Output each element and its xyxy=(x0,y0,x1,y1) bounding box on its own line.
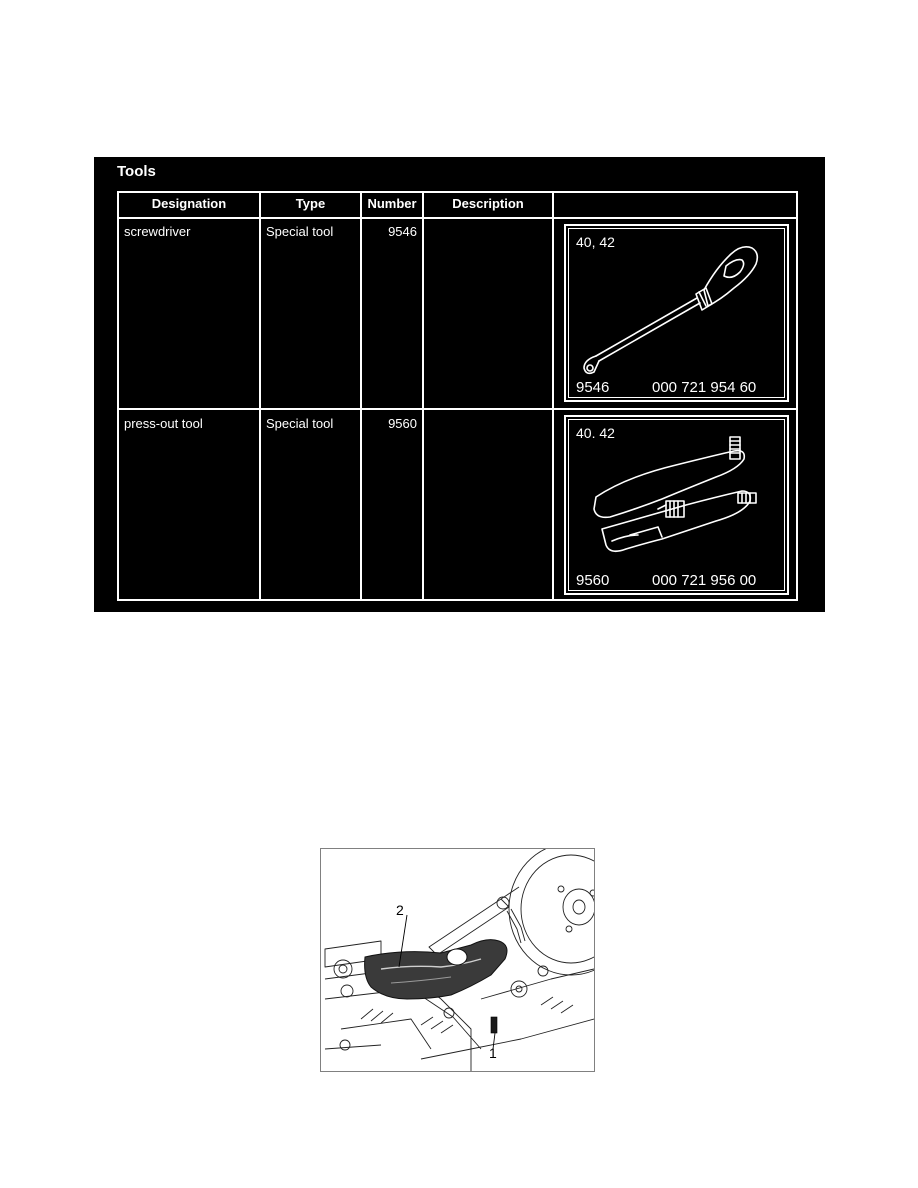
table-border-row-divider xyxy=(117,408,798,410)
row-1-type: Special tool xyxy=(266,224,334,239)
row-2-image-part: 000 721 956 00 xyxy=(652,572,757,589)
row-1-designation: screwdriver xyxy=(124,224,191,239)
row-2-tool-image xyxy=(564,415,789,595)
table-border-bottom xyxy=(117,599,798,601)
tools-title: Tools xyxy=(117,163,156,180)
row-2-designation: press-out tool xyxy=(124,416,203,431)
table-col-divider-3 xyxy=(422,191,424,601)
table-col-divider-2 xyxy=(360,191,362,601)
row-1-image-part: 000 721 954 60 xyxy=(652,379,757,396)
column-header-number: Number xyxy=(367,196,417,211)
row-1-tool-image xyxy=(564,224,789,402)
table-border-right xyxy=(796,191,798,601)
row-2-image-header: 40. 42 xyxy=(576,425,615,441)
row-2-type: Special tool xyxy=(266,416,334,431)
table-col-divider-4 xyxy=(552,191,554,601)
row-2-image-code: 9560 xyxy=(576,572,610,589)
table-col-divider-1 xyxy=(259,191,261,601)
suspension-figure xyxy=(320,848,595,1072)
press-out-tool-icon xyxy=(566,417,787,593)
column-header-description: Description xyxy=(452,196,524,211)
table-border-header-bottom xyxy=(117,217,798,219)
table-border-left xyxy=(117,191,119,601)
column-header-type: Type xyxy=(295,196,326,211)
rear-suspension-control-arm-icon xyxy=(321,849,594,1071)
screwdriver-icon xyxy=(566,226,787,400)
column-header-image xyxy=(554,191,796,217)
row-1-number: 9546 xyxy=(388,224,417,239)
row-2-number: 9560 xyxy=(388,416,417,431)
callout-2: 2 xyxy=(396,902,404,918)
column-header-designation: Designation xyxy=(151,196,227,211)
callout-1: 1 xyxy=(489,1045,497,1061)
tools-panel xyxy=(94,157,825,612)
row-1-image-header: 40, 42 xyxy=(576,234,615,250)
row-1-image-code: 9546 xyxy=(576,379,610,396)
